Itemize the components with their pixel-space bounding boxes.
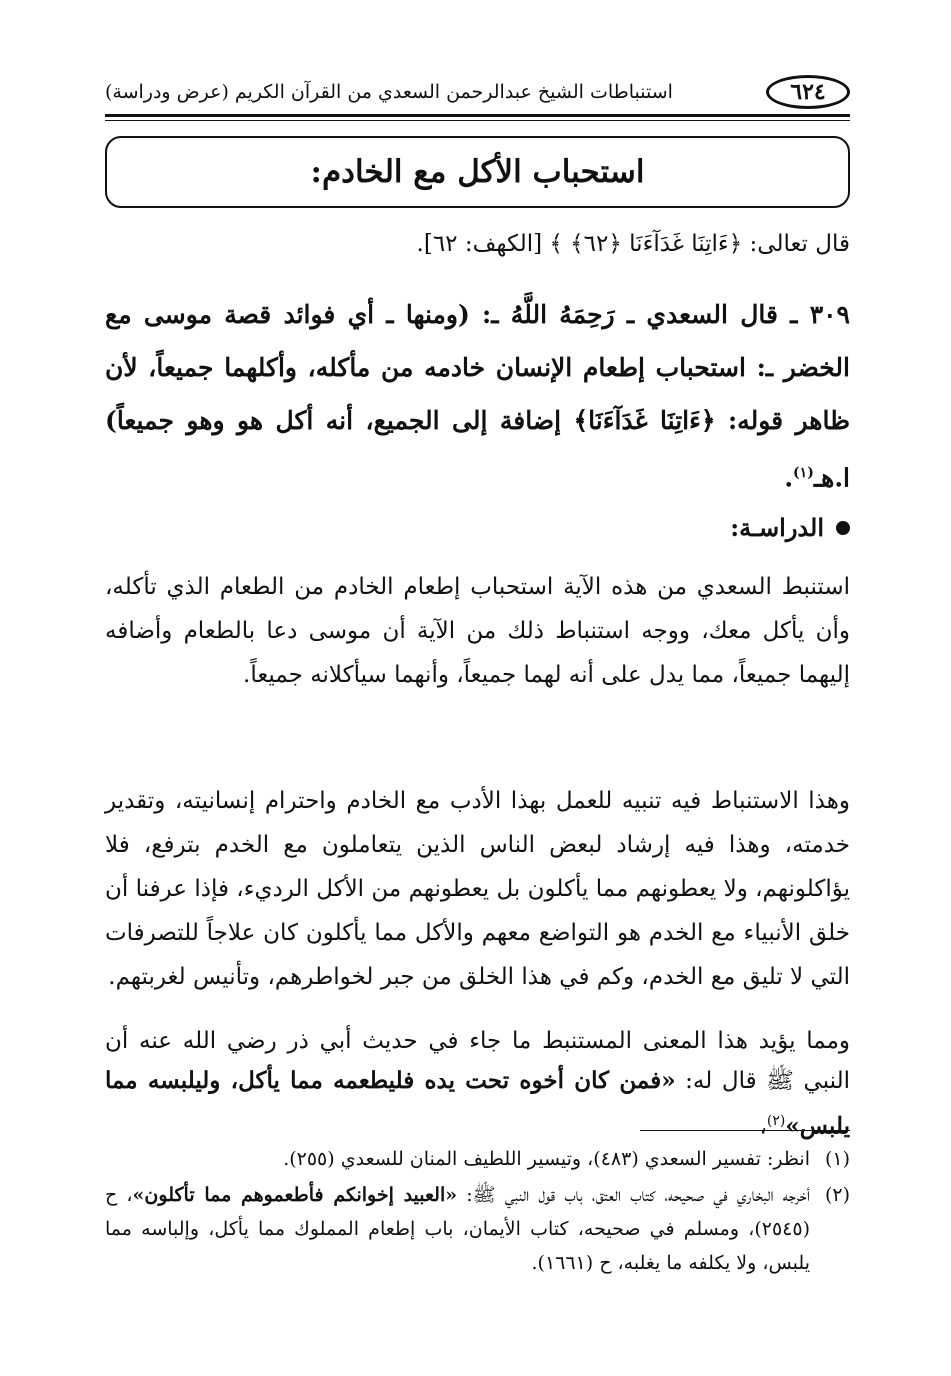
header-rule [105,114,850,117]
footnote-2-text-a: أخرجه البخاري في صحيحه، كتاب العتق، باب قول النبي ﷺ: [457,1184,811,1206]
footnote-2-bold: «العبيد إخوانكم فأطعموهم مما تأكلون» [132,1184,458,1206]
page-header [105,72,850,112]
verse-line: قال تعالى: ﴿ءَاتِنَا غَدَآءَنَا ﴿٦٢﴾ ﴾ [الكهف: ٦٢]. [416,231,850,257]
footnote-1-mark: (١) [824,1148,850,1170]
running-title: استنباطات الشيخ عبدالرحمن السعدي من القرآن الكريم (عرض ودراسة) [105,81,673,103]
footnote-1-text: انظر: تفسير السعدي (٤٨٣)، وتيسير اللطيف المنان للسعدي (٢٥٥). [283,1148,810,1170]
study-heading [105,510,850,546]
footnote-2 [105,1178,850,1280]
paragraph-3-start: ومما يؤيد هذا المعنى المستنبط ما جاء في حديث أبي ذر رضي الله عنه أن النبي ﷺ قال له: [105,1028,850,1094]
page-number: ٦٢٤ [766,75,850,109]
paragraph-3-end: ، [759,1113,767,1140]
footnote-divider [640,1130,850,1131]
section-title: استحباب الأكل مع الخادم: [310,154,645,190]
hadith-text: «فمن كان أخوه تحت يده فليطعمه مما يأكل، وليلبسه مما يلبس» [105,1067,850,1140]
paragraph-1: استنبط السعدي من هذه الآية استحباب إطعام الخادم من الطعام الذي تأكله، وأن يأكل معك، ووجه استنباط ذلك من الآية أن موسى دعا بالطعام وأضافه إليهما جميعاً، مما يدل على أنه لهما جميعاً، وأنهما سيأكلانه جميعاً. [105,574,850,688]
footnote-ref-1[interactable]: (١) [793,465,814,481]
footnote-2-body [105,1178,810,1280]
study-heading-text: الدراسـة: [730,513,824,542]
quote-end: . [784,463,794,493]
paragraph-3 [105,1021,850,1147]
header-rule-thin [105,120,850,121]
bullet-icon [836,521,850,535]
footnotes [105,1142,850,1282]
paragraph-2: وهذا الاستنباط فيه تنبيه للعمل بهذا الأدب مع الخادم واحترام إنسانيته، وتقدير خدمته، وهذا فيه إرشاد لبعض الناس الذين يتعاملون مع الخدم بترفع، فلا يؤاكلونهم، ولا يعطونهم مما يأكلون بل يعطونهم من الأكل الرديء، فإذا عرفنا أن خلق الأنبياء مع الخدم هو التواضع معهم والأكل مما يأكلون كان علاجاً للتصرفات التي لا تليق مع الخدم، وكم في هذا الخلق من جبر لخواطرهم، وتأنيس لغربتهم. [105,788,850,990]
saadi-quote [105,288,850,504]
footnote-1 [105,1142,850,1176]
footnote-2-text-b: ، ح (٢٥٤٥)، ومسلم في صحيحه، كتاب الأيمان، باب إطعام المملوك مما يأكل، وإلباسه مما يلبس، ولا يكلفه ما يغلبه، ح (١٦٦١). [105,1184,810,1274]
quote-text: ٣٠٩ ـ قال السعدي ـ رَحِمَهُ اللَّهُ ـ: (ومنها ـ أي فوائد قصة موسى مع الخضر ـ: استحباب إطعام الإنسان خادمه من مأكله، وأكلهما جميعاً، لأن ظاهر قوله: ﴿ءَاتِنَا غَدَآءَنَا﴾ إضافة إلى الجميع، أنه أكل هو وهو جميعاً) ا.هـ [105,300,850,493]
section-title-box [105,136,850,208]
footnote-ref-2[interactable]: (٢) [766,1113,786,1129]
footnote-2-mark: (٢) [824,1184,850,1206]
